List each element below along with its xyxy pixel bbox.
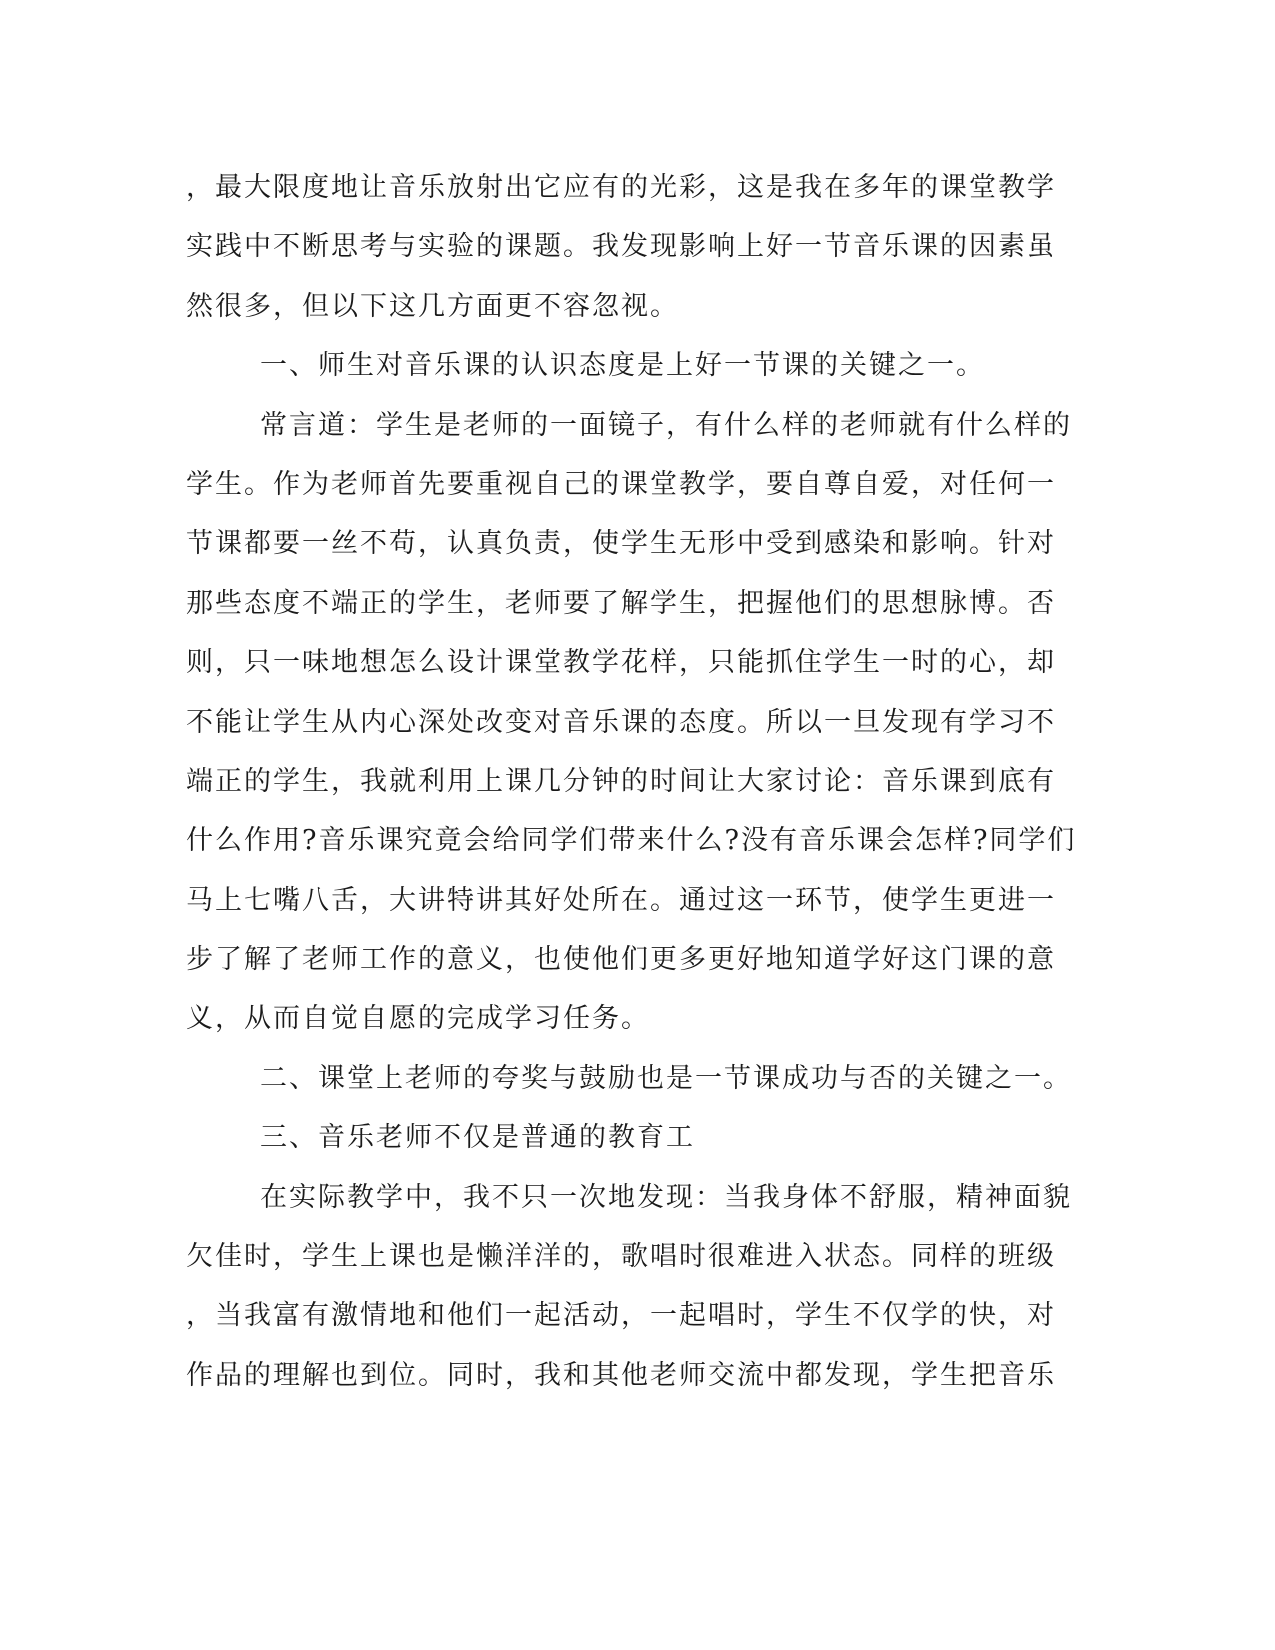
text-line: 欠佳时，学生上课也是懒洋洋的，歌唱时很难进入状态。同样的班级 [186,1241,1056,1273]
section-heading-3: 三、音乐老师不仅是普通的教育工 [260,1122,695,1154]
text-line: 那些态度不端正的学生，老师要了解学生，把握他们的思想脉博。否 [186,587,1056,619]
text-line: 节课都要一丝不苟，认真负责，使学生无形中受到感染和影响。针对 [186,528,1056,560]
text-line: 什么作用?音乐课究竟会给同学们带来什么?没有音乐课会怎样?同学们 [186,825,1077,857]
text-line: 然很多，但以下这几方面更不容忽视。 [186,290,679,322]
section-heading-1: 一、师生对音乐课的认识态度是上好一节课的关键之一。 [260,350,985,382]
text-line: 端正的学生，我就利用上课几分钟的时间让大家讨论：音乐课到底有 [186,765,1056,797]
text-line: 马上七嘴八舌，大讲特讲其好处所在。通过这一环节，使学生更进一 [186,884,1056,916]
text-line: 步了解了老师工作的意义，也使他们更多更好地知道学好这门课的意 [186,944,1056,976]
paragraph-start: 在实际教学中，我不只一次地发现：当我身体不舒服，精神面貌 [260,1181,1072,1213]
text-line: 实践中不断思考与实验的课题。我发现影响上好一节音乐课的因素虽 [186,231,1056,263]
body-text [186,158,1086,1405]
text-line: 则，只一味地想怎么设计课堂教学花样，只能抓住学生一时的心，却 [186,647,1056,679]
text-line: ，当我富有激情地和他们一起活动，一起唱时，学生不仅学的快，对 [186,1300,1056,1332]
text-line: 义，从而自觉自愿的完成学习任务。 [186,1003,650,1035]
text-line: 学生。作为老师首先要重视自己的课堂教学，要自尊自爱，对任何一 [186,468,1056,500]
text-line: 不能让学生从内心深处改变对音乐课的态度。所以一旦发现有学习不 [186,706,1056,738]
text-line: ，最大限度地让音乐放射出它应有的光彩，这是我在多年的课堂教学 [186,172,1056,203]
paragraph-start: 常言道：学生是老师的一面镜子，有什么样的老师就有什么样的 [260,409,1072,441]
section-heading-2: 二、课堂上老师的夸奖与鼓励也是一节课成功与否的关键之一。 [260,1062,1072,1094]
text-line: 作品的理解也到位。同时，我和其他老师交流中都发现，学生把音乐 [186,1359,1056,1391]
